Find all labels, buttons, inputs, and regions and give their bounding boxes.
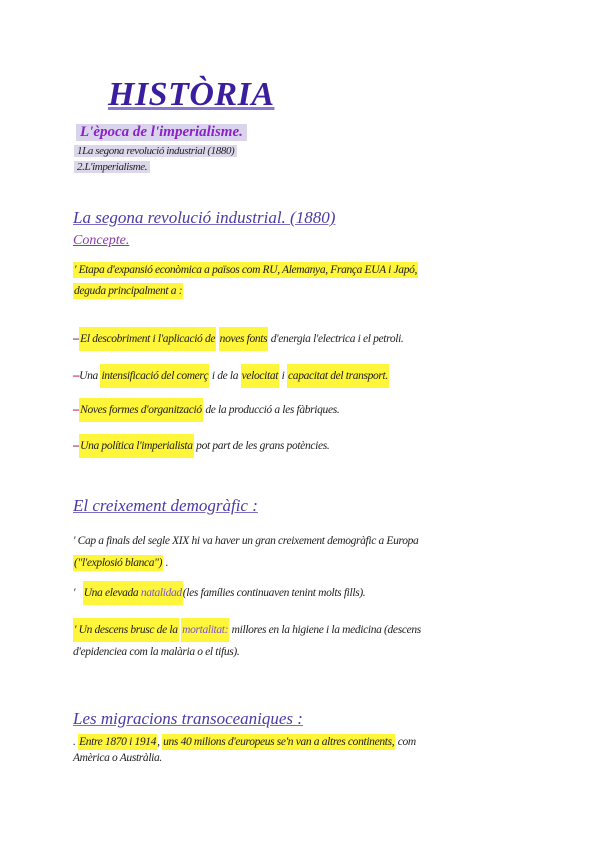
bullet-imperialist-policy: –Una política l'imperialista pot part de les grans potències. xyxy=(73,437,329,453)
migrations-paragraph-line2: Amèrica o Austràlia. xyxy=(73,752,162,764)
mortality-line1: ' Un descens brusc de la mortalitat: millores en la higiene i la medicina (descens xyxy=(73,624,421,636)
toc-item-2: 2.L'imperialisme. xyxy=(74,161,150,173)
intro-paragraph-line2: deguda principalment a : xyxy=(74,285,183,297)
bullet-organization: –Noves formes d'organització de la producció a les fàbriques. xyxy=(73,401,339,417)
demographic-paragraph-line2: ("l'explosió blanca") . xyxy=(74,557,169,569)
mortality-line2: d'epidenciea com la malària o el tifus). xyxy=(73,646,240,658)
section-heading-migrations: Les migracions transoceaniques : xyxy=(73,709,303,728)
demographic-paragraph-line1: ' Cap a finals del segle XIX hi va haver un gran creixement demogràfic a Europa xyxy=(73,535,419,547)
section-heading-demographic-growth: El creixement demogràfic : xyxy=(73,496,258,515)
section-subheading-concept: Concepte. xyxy=(73,233,130,248)
toc-item-1: 1La segona revolució industrial (1880) xyxy=(74,145,237,157)
bullet-new-energy: –El descobriment i l'aplicació de noves fonts d'energia l'electrica i el petroli. xyxy=(73,330,403,346)
intro-paragraph-line1: ' Etapa d'expansió econòmica a països com RU, Alemanya, França EUA i Japó, xyxy=(74,264,418,276)
bullet-commerce-transport: –Una intensificació del comerç i de la velocitat i capacitat del transport. xyxy=(73,367,389,383)
page-subtitle: L'època de l'imperialisme. xyxy=(76,124,247,141)
natality-line: ' Una elevada natalidad(les famílies continuaven tenint molts fills). xyxy=(73,587,365,599)
page-title: HISTÒRIA xyxy=(108,76,275,113)
section-heading-industrial-revolution: La segona revolució industrial. (1880) xyxy=(73,208,336,227)
migrations-paragraph-line1: . Entre 1870 i 1914, uns 40 milions d'europeus se'n van a altres continents, com xyxy=(73,736,416,748)
